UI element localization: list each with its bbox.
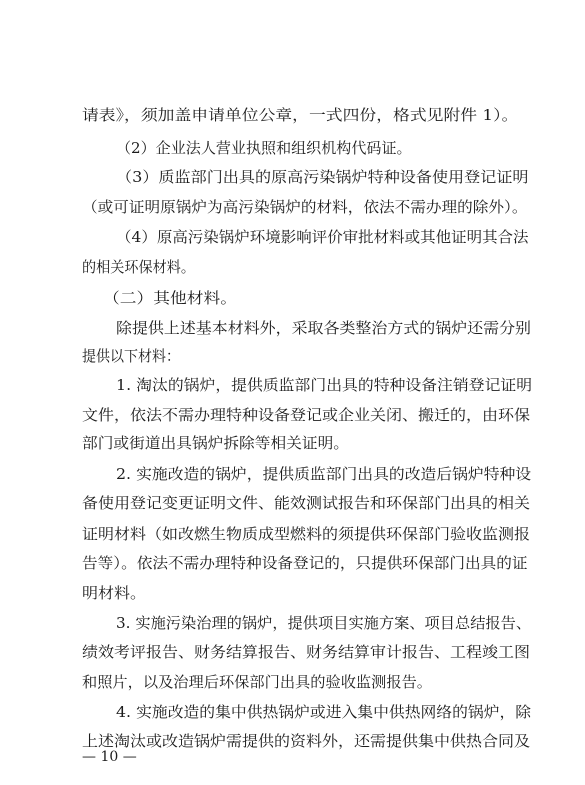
text-line-4: （或可证明原锅炉为高污染锅炉的材料，依法不需办理的除外）。 — [82, 198, 528, 216]
page-number: — 10 — — [82, 749, 137, 765]
text-line-11: 文件，依法不需办理特种设备登记或企业关闭、搬迁的，由环保 — [82, 406, 531, 424]
text-line-15: 证明材料（如改燃生物质成型燃料的须提供环保部门验收监测报 — [82, 525, 531, 543]
text-line-8: 除提供上述基本材料外，采取各类整治方式的锅炉还需分别 — [116, 319, 532, 337]
text-line-6: 的相关环保材料。 — [82, 258, 196, 276]
text-line-14: 备使用登记变更证明文件、能效测试报告和环保部门出具的相关 — [82, 494, 531, 512]
text-line-5: （4）原高污染锅炉环境影响评价审批材料或其他证明其合法 — [116, 228, 529, 246]
text-line-18: 3. 实施污染治理的锅炉，提供项目实施方案、项目总结报告、 — [116, 614, 532, 632]
text-line-13: 2. 实施改造的锅炉，提供质监部门出具的改造后锅炉特种设 — [116, 465, 532, 483]
text-line-10: 1. 淘汰的锅炉，提供质监部门出具的特种设备注销登记证明 — [116, 376, 533, 394]
text-line-9: 提供以下材料： — [82, 347, 181, 365]
text-line-2: （2）企业法人营业执照和组织机构代码证。 — [116, 139, 412, 157]
section-heading-other-materials: （二）其他材料。 — [103, 289, 238, 307]
text-line-1: 请表》，须加盖申请单位公章，一式四份，格式见附件 1）。 — [82, 106, 519, 124]
text-line-16: 告等）。依法不需办理特种设备登记的，只提供环保部门出具的证 — [82, 554, 528, 572]
text-line-19: 绩效考评报告、财务结算报告、财务结算审计报告、工程竣工图 — [82, 643, 531, 661]
text-line-12: 部门或街道出具锅炉拆除等相关证明。 — [82, 434, 350, 452]
text-line-22: 上述淘汰或改造锅炉需提供的资料外，还需提供集中供热合同及 — [82, 732, 531, 750]
text-line-3: （3）质监部门出具的原高污染锅炉特种设备使用登记证明 — [116, 168, 529, 186]
text-line-20: 和照片，以及治理后环保部门出具的验收监测报告。 — [82, 673, 433, 691]
text-line-17: 明材料。 — [82, 584, 147, 602]
text-line-21: 4. 实施改造的集中供热锅炉或进入集中供热网络的锅炉，除 — [116, 703, 532, 721]
